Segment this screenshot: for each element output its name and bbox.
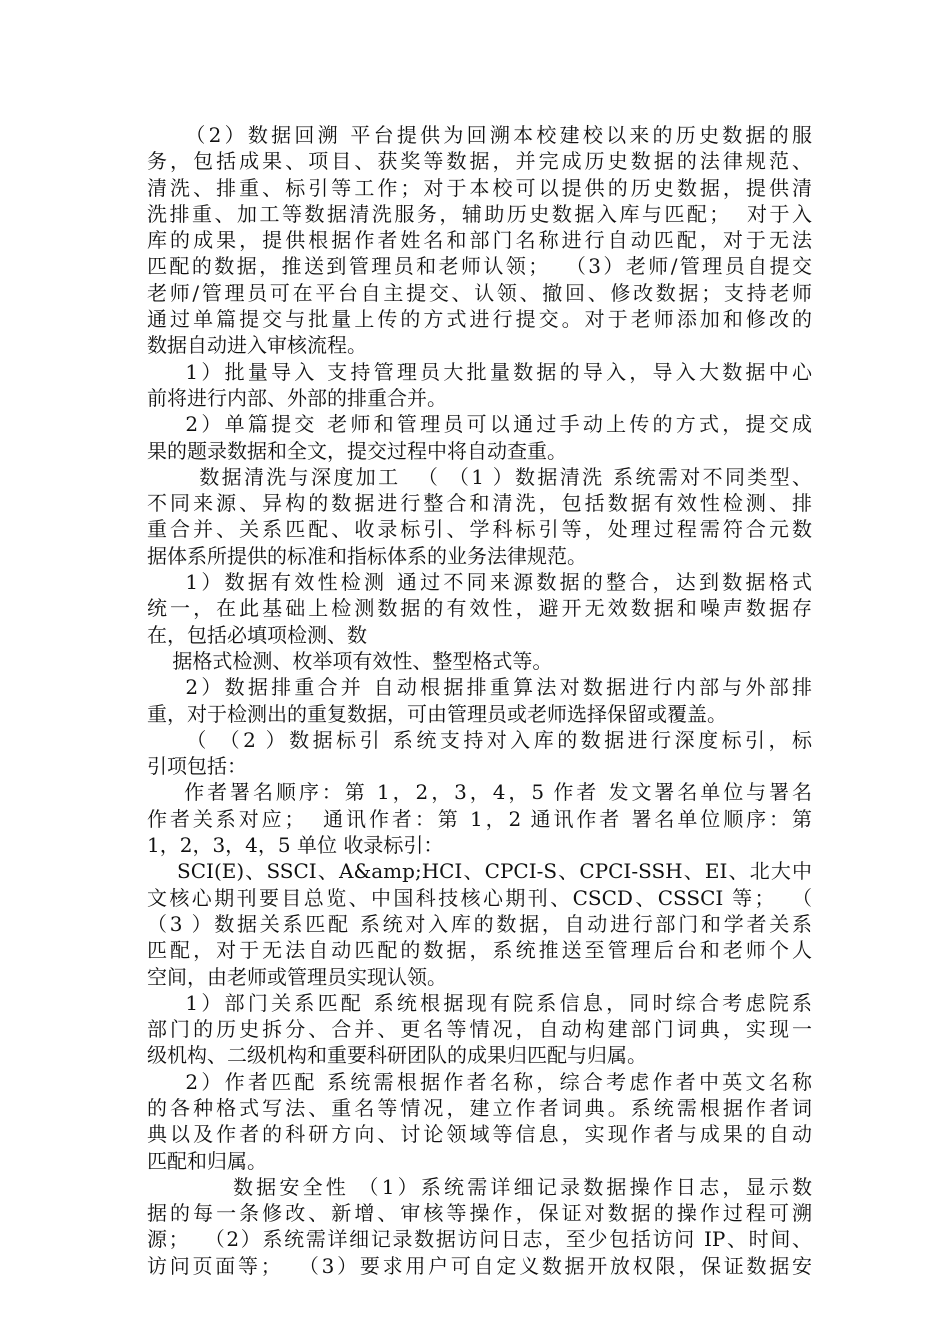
text-line: 果的题录数据和全文，提交过程中将自动查重。 — [147, 438, 567, 463]
text-line: 2）单篇提交 老师和管理员可以通过手动上传的方式，提交成 — [147, 412, 812, 437]
text-line: 1）部门关系匹配 系统根据现有院系信息，同时综合考虑院系 — [147, 990, 812, 1015]
text-line: 统一，在此基础上检测数据的有效性，避开无效数据和噪声数据存 — [147, 596, 812, 621]
text-line: 级机构、二级机构和重要科研团队的成果归匹配与归属。 — [147, 1043, 647, 1068]
text-line: （ （2 ）数据标引 系统支持对入库的数据进行深度标引，标 — [147, 727, 812, 752]
text-line: 不同来源、异构的数据进行整合和清洗，包括数据有效性检测、排 — [147, 491, 812, 516]
text-line: 典以及作者的科研方向、讨论领域等信息，实现作者与成果的自动 — [147, 1122, 812, 1147]
text-line: 据格式检测、枚举项有效性、整型格式等。 — [147, 648, 553, 673]
text-line: 匹配和归属。 — [147, 1148, 267, 1173]
text-line: 2）数据排重合并 自动根据排重算法对数据进行内部与外部排 — [147, 675, 812, 700]
text-line: 务，包括成果、项目、获奖等数据，并完成历史数据的法律规范、 — [147, 149, 812, 174]
text-line: 的各种格式写法、重名等情况，建立作者词典。系统需根据作者词 — [147, 1095, 812, 1120]
text-line: 1）数据有效性检测 通过不同来源数据的整合，达到数据格式 — [147, 570, 812, 595]
text-line: 数据清洗与深度加工 （ （1 ）数据清洗 系统需对不同类型、 — [147, 464, 812, 489]
text-line: SCI(E)、SSCI、A&amp;HCI、CPCI-S、CPCI-SSH、EI、北大中 — [147, 859, 812, 884]
text-line: 重合并、关系匹配、收录标引、学科标引等，处理过程需符合元数 — [147, 517, 812, 542]
text-line: 引项包括： — [147, 754, 247, 779]
document-body — [147, 122, 812, 1279]
text-line: 访问页面等； （3）要求用户可自定义数据开放权限，保证数据安 — [147, 1253, 812, 1278]
text-line: 2）作者匹配 系统需根据作者名称，综合考虑作者中英文名称 — [147, 1069, 812, 1094]
text-line: 重，对于检测出的重复数据，可由管理员或老师选择保留或覆盖。 — [147, 701, 727, 726]
text-line: 老师/管理员可在平台自主提交、认领、撤回、修改数据；支持老师 — [147, 280, 812, 305]
text-line: 1，2，3，4，5 单位 收录标引： — [147, 833, 444, 858]
text-line: 在，包括必填项检测、数 — [147, 622, 367, 647]
text-line: 清洗、排重、标引等工作；对于本校可以提供的历史数据，提供清 — [147, 175, 812, 200]
text-line: 据体系所提供的标准和指标体系的业务法律规范。 — [147, 543, 587, 568]
text-line: 部门的历史拆分、合并、更名等情况，自动构建部门词典，实现一 — [147, 1017, 812, 1042]
text-line: （2）数据回溯 平台提供为回溯本校建校以来的历史数据的服 — [147, 123, 812, 147]
text-line: 匹配，对于无法自动匹配的数据，系统推送至管理后台和老师个人 — [147, 938, 812, 963]
text-line: 1）批量导入 支持管理员大批量数据的导入，导入大数据中心 — [147, 359, 812, 384]
text-line: 空间，由老师或管理员实现认领。 — [147, 964, 447, 989]
text-line: 据的每一条修改、新增、审核等操作，保证对数据的操作过程可溯 — [147, 1201, 812, 1226]
text-line: 数据自动进入审核流程。 — [147, 333, 367, 358]
text-line: 数据安全性 （1）系统需详细记录数据操作日志，显示数 — [147, 1174, 812, 1199]
text-line: 洗排重、加工等数据清洗服务，辅助历史数据入库与匹配； 对于入 — [147, 201, 812, 226]
text-line: 匹配的数据，推送到管理员和老师认领； （3）老师/管理员自提交 — [147, 254, 812, 279]
text-line: 前将进行内部、外部的排重合并。 — [147, 385, 447, 410]
text-line: 库的成果，提供根据作者姓名和部门名称进行自动匹配，对于无法 — [147, 228, 812, 253]
text-line: （3 ）数据关系匹配 系统对入库的数据，自动进行部门和学者关系 — [147, 911, 812, 936]
text-line: 源； （2）系统需详细记录数据访问日志，至少包括访问 IP、时间、 — [147, 1227, 812, 1252]
text-line: 作者关系对应； 通讯作者：第 1，2 通讯作者 署名单位顺序：第 — [147, 806, 812, 831]
text-line: 作者署名顺序：第 1，2，3，4，5 作者 发文署名单位与署名 — [147, 780, 812, 805]
text-line: 通过单篇提交与批量上传的方式进行提交。对于老师添加和修改的 — [147, 307, 812, 332]
text-line: 文核心期刊要目总览、中国科技核心期刊、CSCD、CSSCI 等； （ — [147, 885, 812, 910]
